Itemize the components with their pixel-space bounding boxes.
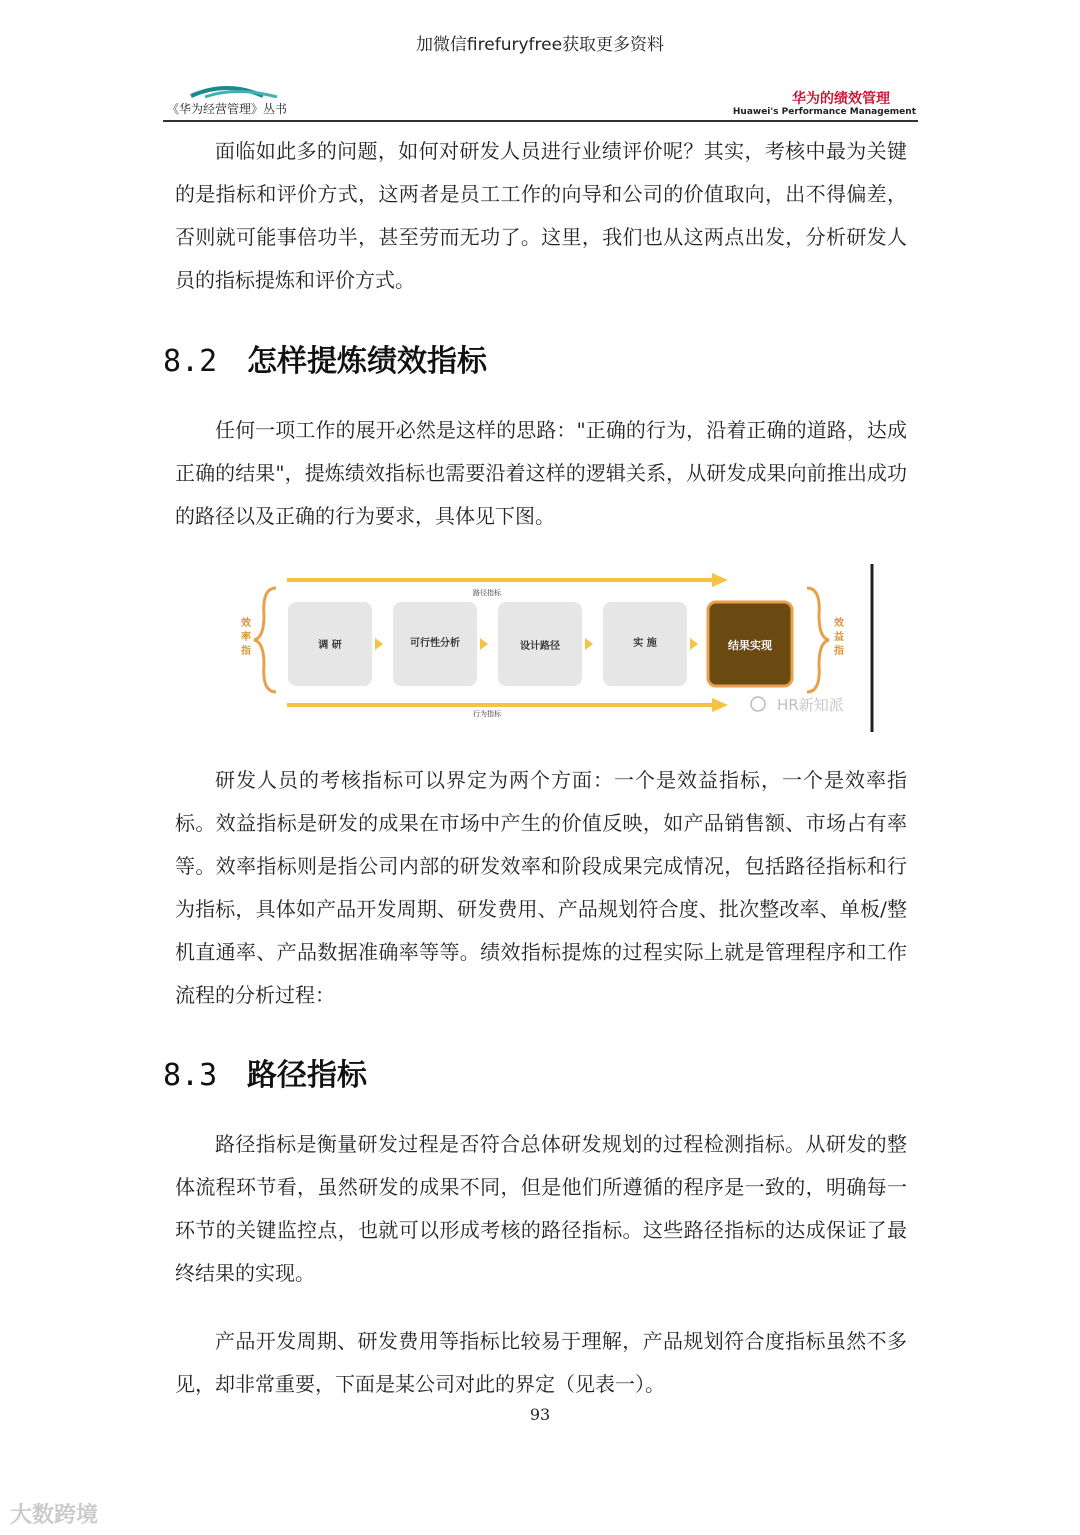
left-label-char-1: 效 (241, 618, 251, 629)
section-number: 8.3 (163, 1058, 218, 1093)
top-arrow-label: 路径指标 (473, 589, 501, 597)
watermark-icon (751, 697, 765, 711)
right-bracket (807, 588, 829, 692)
indicator-flow-diagram (232, 560, 882, 740)
right-label-char-1: 效 (834, 618, 844, 629)
left-label-char-2: 率 (241, 632, 251, 643)
step-label-research: 调 研 (318, 640, 342, 651)
step-label-result: 结果实现 (728, 639, 772, 652)
right-label-char-2: 益 (834, 632, 844, 643)
paragraph-indicator-types: 研发人员的考核指标可以界定为两个方面：一个是效益指标，一个是效率指标。效益指标是研发的成果在市场中产生的价值反映，如产品销售额、市场占有率等。效率指标则是指公司内部的研发效率和阶段成果完成情况，包括路径指标和行为指标，具体如产品开发周期、研发费用、产品规划符合度、批次整改率、单板/整机直通率、产品数据准确率等等。绩效指标提炼的过程实际上就是管理程序和工作流程的分析过程： (175, 768, 907, 1007)
book-title-cn: 华为的绩效管理 (792, 91, 890, 107)
paragraph-path-indicators: 路径指标是衡量研发过程是否符合总体研发规划的过程检测指标。从研发的整体流程环节看，虽然研发的成果不同，但是他们所遵循的程序是一致的，明确每一环节的关键监控点，也就可以形成考核的路径指标。这些路径指标的达成保证了最终结果的实现。 (175, 1132, 907, 1285)
step-label-implement: 实 施 (633, 638, 657, 649)
series-title: 《华为经营管理》丛书 (167, 102, 288, 116)
book-title-en: Huawei's Performance Management (732, 107, 916, 117)
huawei-series-logo (177, 78, 297, 98)
left-label-char-3: 指 (241, 646, 251, 657)
bottom-arrow-head (712, 698, 728, 712)
paragraph-logic: 任何一项工作的展开必然是这样的思路："正确的行为，沿着正确的道路，达成正确的结果"，提炼绩效指标也需要沿着这样的逻辑关系，从研发成果向前推出成功的路径以及正确的行为要求，具体见下图。 (175, 418, 907, 528)
step-label-design: 设计路径 (520, 641, 560, 652)
section-heading-8-2 (163, 336, 487, 380)
paragraph-intro: 面临如此多的问题，如何对研发人员进行业绩评价呢？其实，考核中最为关键的是指标和评价方式，这两者是员工工作的向导和公司的价值取向，出不得偏差，否则就可能事倍功半，甚至劳而无功了。这里，我们也从这两点出发，分析研发人员的指标提炼和评价方式。 (175, 139, 907, 292)
step-arrow-1 (375, 638, 383, 650)
step-arrow-2 (480, 638, 488, 650)
section-title: 怎样提炼绩效指标 (247, 344, 487, 379)
top-arrow-head (712, 573, 728, 587)
left-bracket (254, 588, 276, 692)
diagram-watermark: HR新知派 (777, 696, 844, 714)
right-label-char-3: 指 (834, 646, 844, 657)
page-header (163, 78, 918, 122)
corner-watermark: 大数跨境 (10, 1503, 99, 1528)
step-arrow-3 (585, 638, 593, 650)
section-title: 路径指标 (247, 1058, 367, 1093)
header-rule (163, 120, 918, 122)
step-label-feasibility: 可行性分析 (410, 638, 460, 649)
section-number: 8.2 (163, 344, 218, 379)
section-heading-8-3 (163, 1050, 367, 1094)
step-arrow-4 (690, 638, 698, 650)
bottom-arrow-label: 行为指标 (473, 710, 501, 718)
top-note: 加微信firefuryfree获取更多资料 (415, 35, 665, 55)
page-number: 93 (529, 1405, 551, 1424)
paragraph-planning-fit: 产品开发周期、研发费用等指标比较易于理解，产品规划符合度指标虽然不多见，却非常重要，下面是某公司对此的界定（见表一）。 (175, 1329, 907, 1396)
